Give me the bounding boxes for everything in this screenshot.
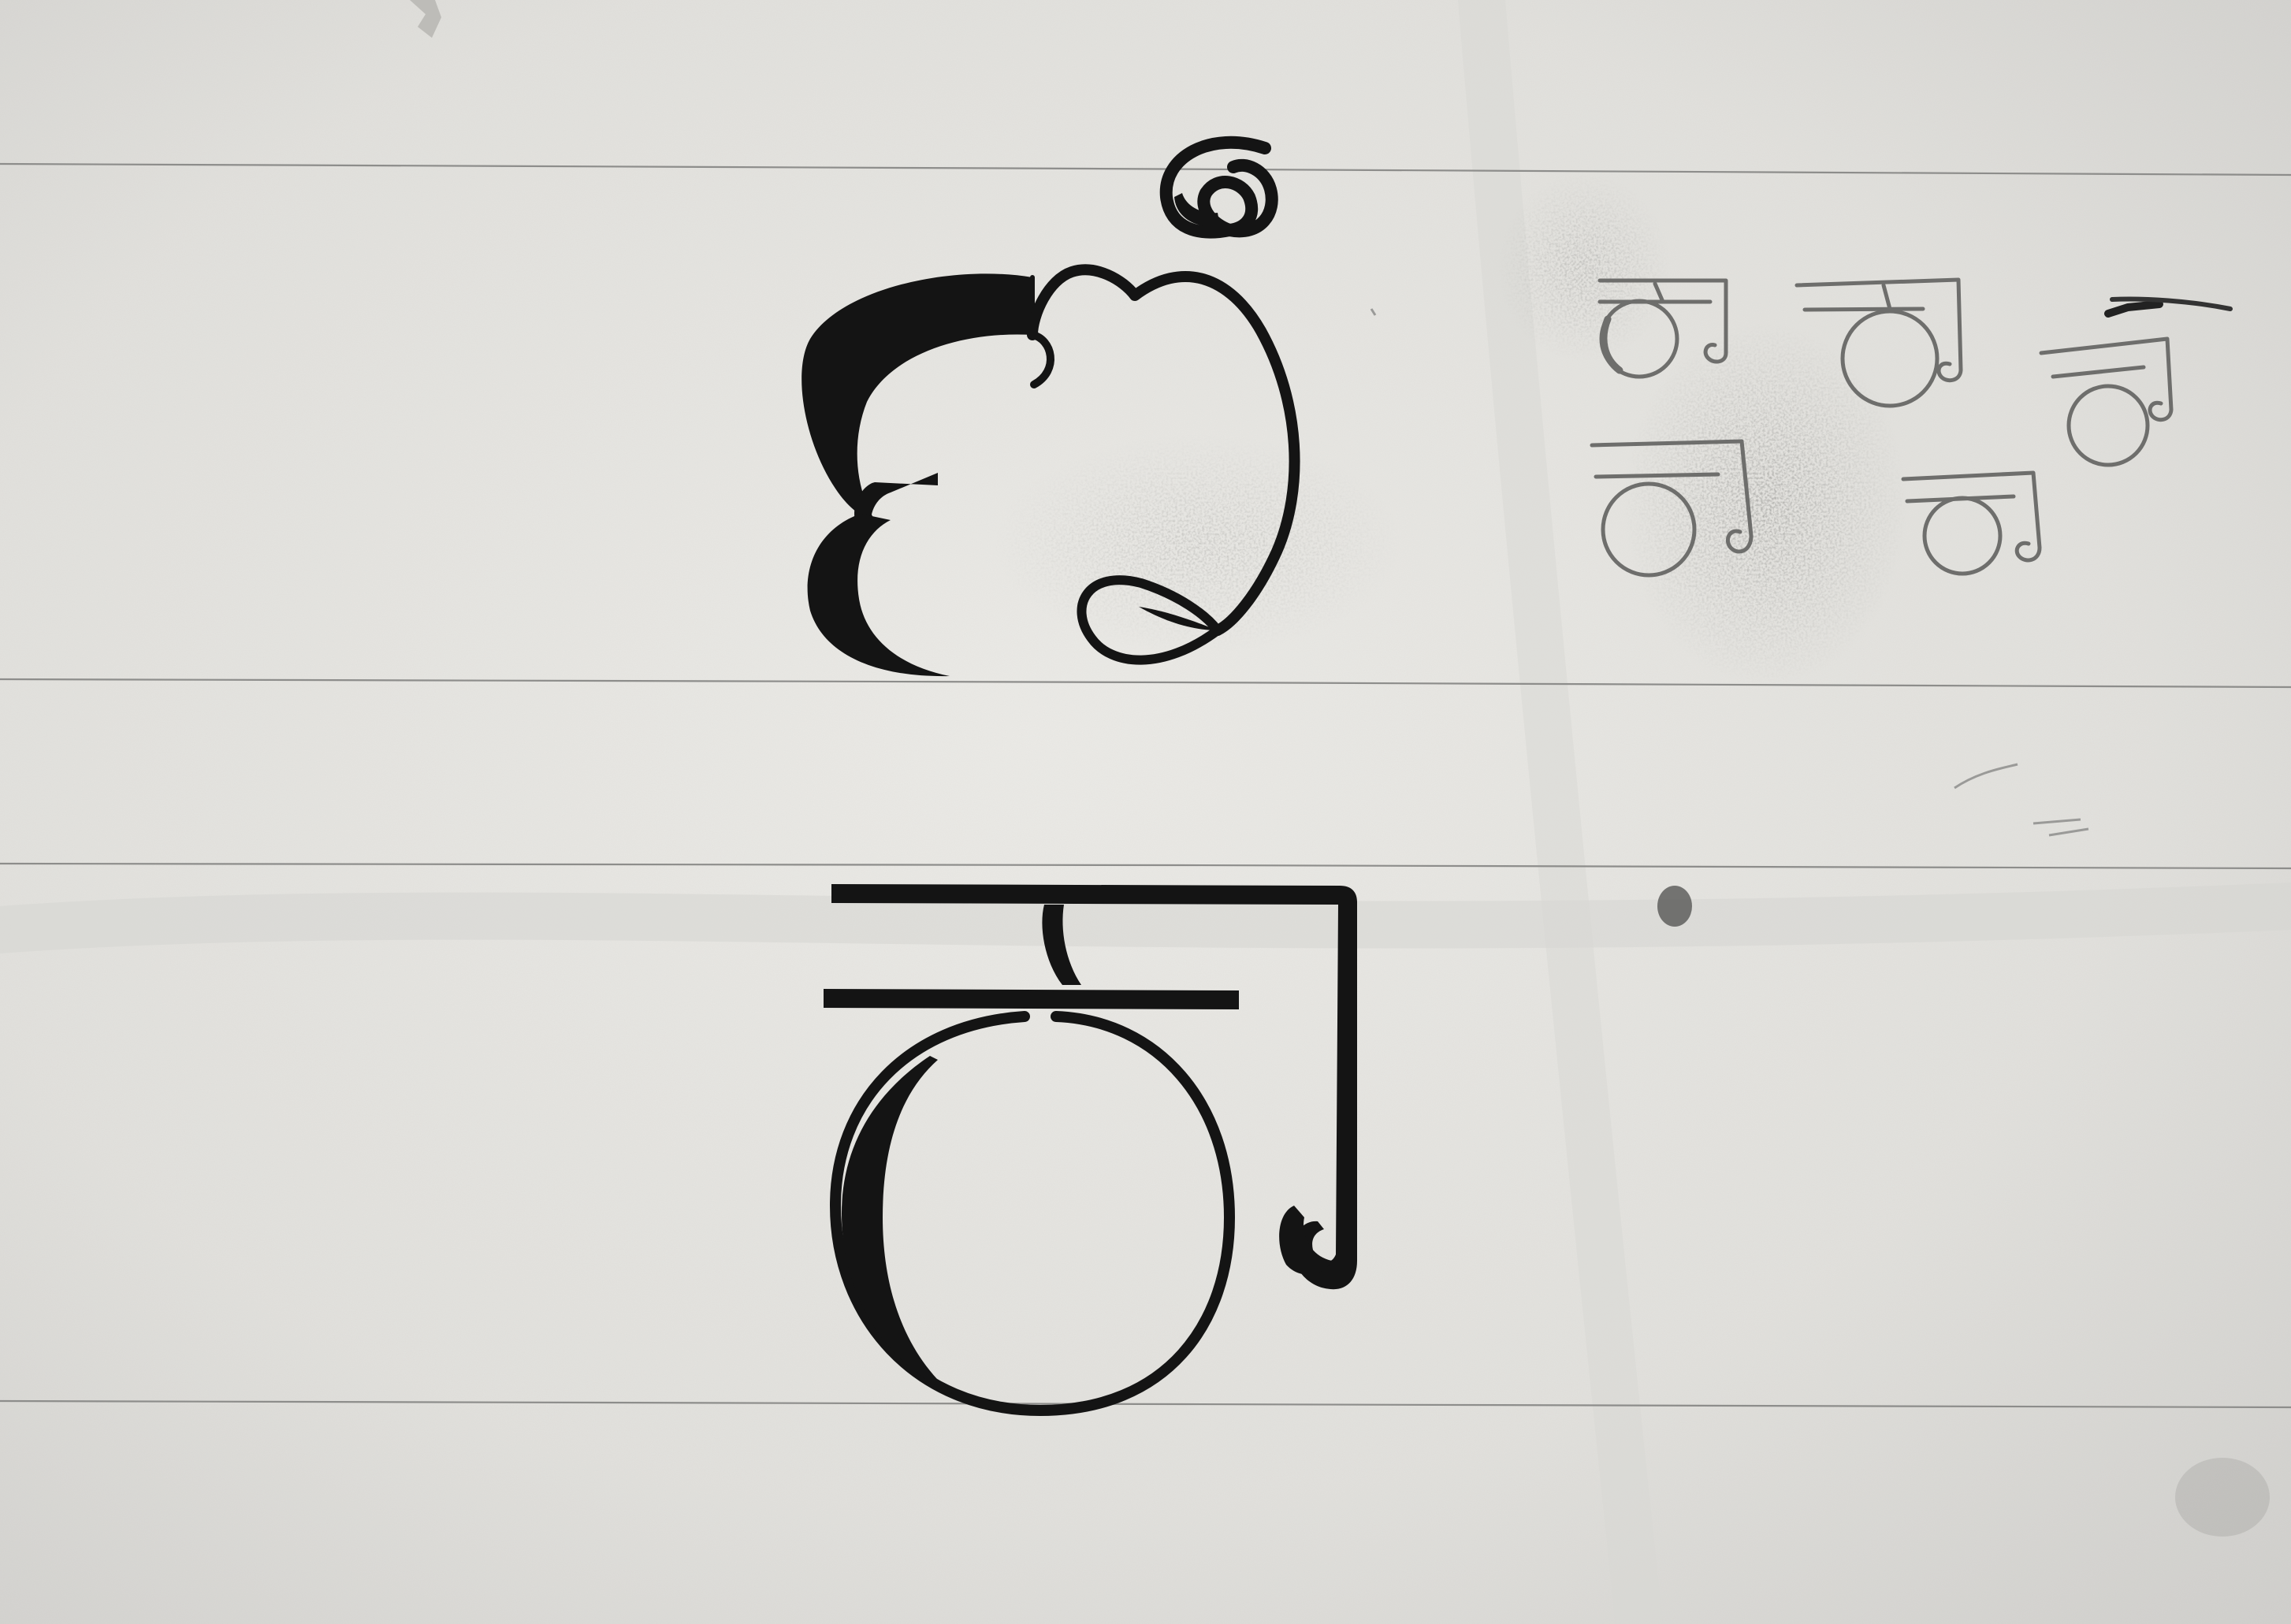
glyph-mid-bar [824,989,1239,1009]
